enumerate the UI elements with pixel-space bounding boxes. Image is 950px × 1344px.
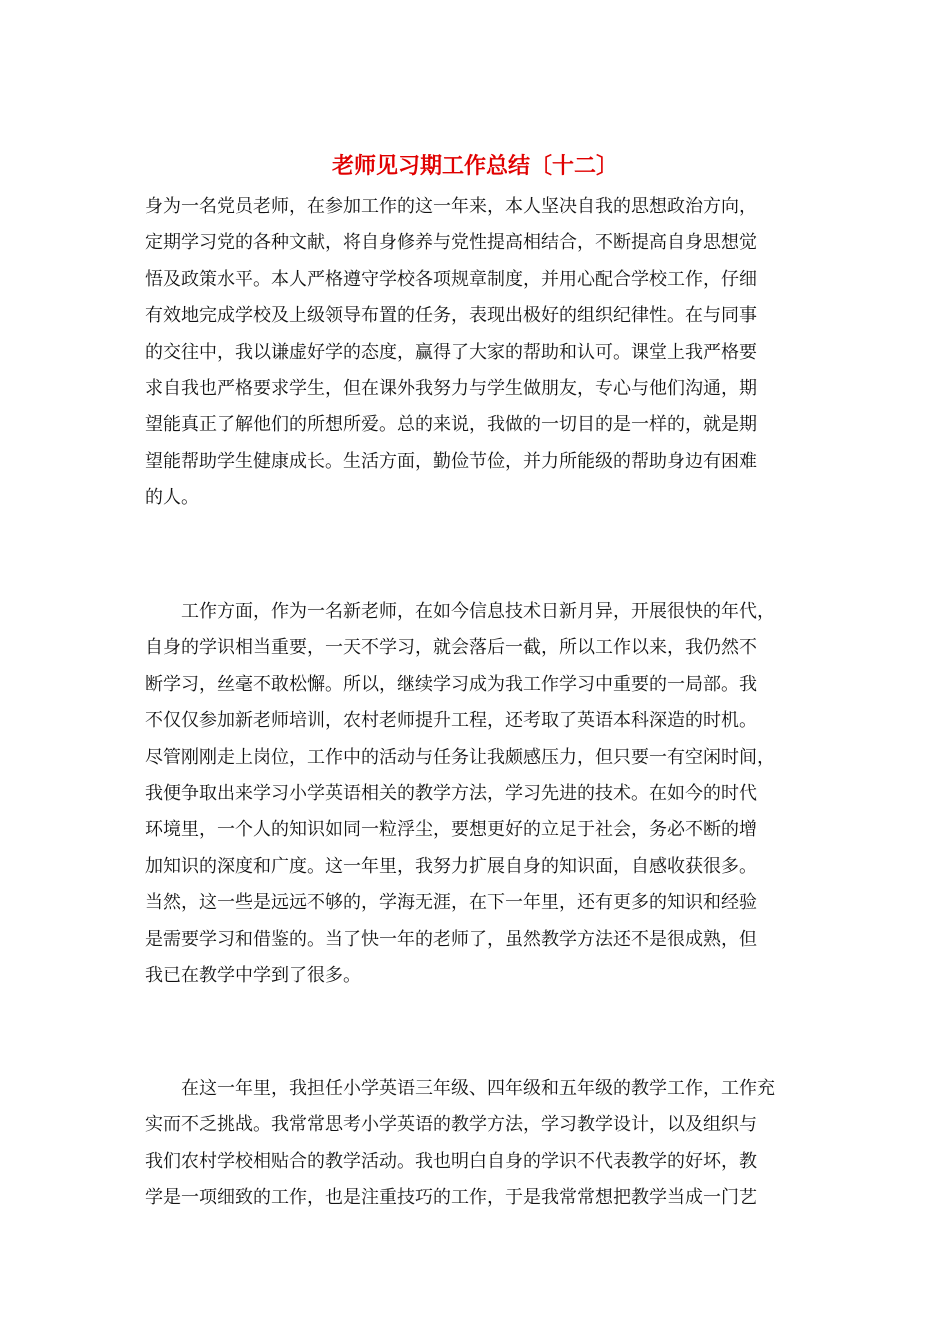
document-title: 老师见习期工作总结〔十二〕 — [331, 153, 618, 179]
paragraph-1: 身为一名党员老师，在参加工作的这一年来，本人坚决自我的思想政治方向， 定期学习党的各种文献，将自身修养与党性提高相结合，不断提高自身思想觉 悟及政策水平。本人严格遵守学校各项规章制度，并用心配合学校工作，仔细 有效地完成学校及上级领导布置的任务，表现出极好的组织纪律性。在与同事 的交往中，我以谦虚好学的态度，赢得了大家的帮助和认可。课堂上我严格要 求自我也严格要求学生，但在课外我努力与学生做朋友，专心与他们沟通，期 望能真正了解他们的所想所爱。总的来说，我做的一切目的是一样的，就是期 望能帮助学生健康成长。生活方面，勤俭节俭，并力所能级的帮助身边有困难 的人。 — [145, 196, 757, 509]
paragraph-3: 在这一年里，我担任小学英语三年级、四年级和五年级的教学工作，工作充 实而不乏挑战。我常常思考小学英语的教学方法，学习教学设计，以及组织与 我们农村学校相贴合的教学活动。我也明白自身的学识不代表教学的好坏，教 学是一项细致的工作，也是注重技巧的工作，于是我常常想把教学当成一门艺 — [145, 1078, 775, 1209]
paragraph-2: 工作方面，作为一名新老师，在如今信息技术日新月异，开展很快的年代， 自身的学识相当重要，一天不学习，就会落后一截，所以工作以来，我仍然不 断学习，丝毫不敢松懈。所以，继续学习成为我工作学习中重要的一局部。我 不仅仅参加新老师培训，农村老师提升工程，还考取了英语本科深造的时机。 尽管刚刚走上岗位，工作中的活动与任务让我颇感压力，但只要一有空闲时间， 我便争取出来学习小学英语相关的教学方法，学习先进的技术。在如今的时代 环境里，一个人的知识如同一粒浮尘，要想更好的立足于社会，务必不断的增 加知识的深度和广度。这一年里，我努力扩展自身的知识面，自感收获很多。 当然，这一些是远远不够的，学海无涯，在下一年里，还有更多的知识和经验 是需要学习和借鉴的。当了快一年的老师了，虽然教学方法还不是很成熟，但 我已在教学中学到了很多。 — [145, 601, 775, 987]
